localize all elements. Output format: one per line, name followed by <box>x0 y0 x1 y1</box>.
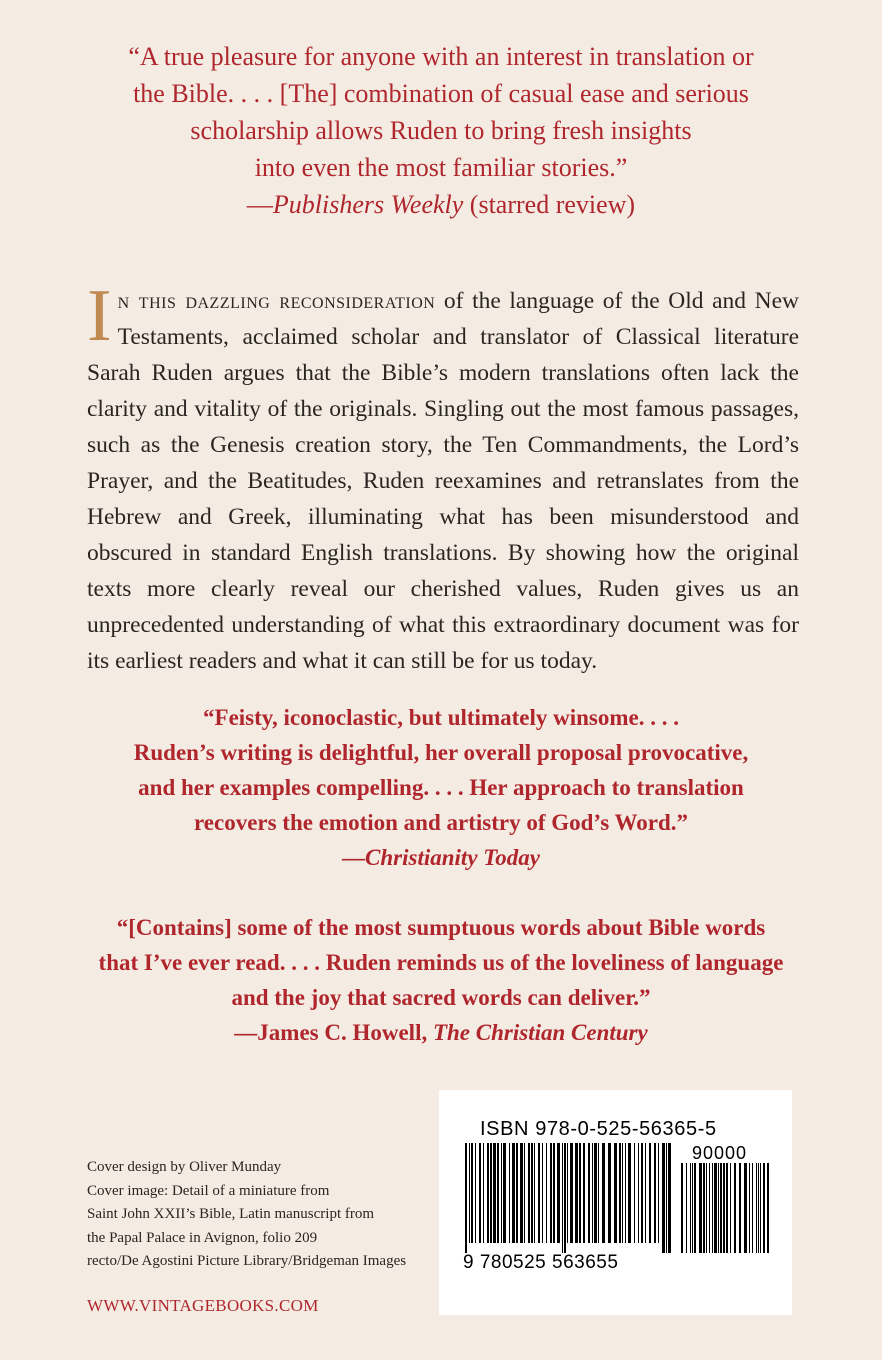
barcode-bar <box>534 1143 535 1243</box>
barcode-bar <box>739 1163 741 1253</box>
barcode-bar <box>465 1143 467 1253</box>
quote-attribution <box>60 1015 822 1050</box>
barcode-bar <box>528 1143 530 1243</box>
barcode-bar <box>744 1163 747 1253</box>
barcode-bar <box>734 1163 736 1253</box>
price-code: 90000 <box>692 1143 748 1163</box>
barcode-bar <box>760 1163 761 1253</box>
barcode-bar <box>666 1143 667 1253</box>
barcode-image <box>463 1143 773 1258</box>
barcode-bar <box>542 1143 543 1243</box>
barcode-bar <box>575 1143 578 1243</box>
attribution-note: (starred review) <box>463 190 636 219</box>
credit-line: the Papal Palace in Avignon, folio 209 <box>87 1229 318 1246</box>
quote-line: “Feisty, iconoclastic, but ultimately winsome. . . . <box>203 705 679 730</box>
credit-line: Cover image: Detail of a miniature from <box>87 1182 330 1199</box>
description-lead-in: n this dazzling reconsideration <box>117 288 436 314</box>
attribution-dash: — <box>342 845 366 870</box>
barcode-panel <box>439 1090 792 1315</box>
barcode-bar <box>570 1143 573 1243</box>
barcode-bar <box>756 1163 757 1253</box>
barcode-bar <box>490 1143 492 1243</box>
barcode-bar <box>694 1163 696 1253</box>
barcode-bar <box>692 1163 693 1253</box>
publication-name: The Christian Century <box>432 1020 648 1045</box>
credit-line: recto/De Agostini Picture Library/Bridgeman Images <box>87 1253 407 1269</box>
barcode-bar <box>579 1143 581 1243</box>
barcode-bar <box>703 1163 705 1253</box>
christianity-today-quote <box>60 700 822 875</box>
publication-name: Christianity Today <box>365 845 540 870</box>
barcode-bar <box>628 1143 631 1243</box>
quote-line: recovers the emotion and artistry of God’s Word.” <box>193 810 689 835</box>
barcode-bar <box>619 1143 621 1243</box>
barcode-bar <box>564 1143 566 1253</box>
publisher-website: WWW.VINTAGEBOOKS.COM <box>87 1296 319 1315</box>
christian-century-quote <box>60 910 822 1050</box>
barcode-bar <box>588 1143 590 1243</box>
barcode-bar <box>479 1143 481 1243</box>
barcode-bar <box>475 1143 476 1243</box>
quote-line: and her examples compelling. . . . Her approach to translation <box>138 775 744 800</box>
barcode-bar <box>553 1143 555 1243</box>
barcode-bar <box>641 1143 643 1243</box>
barcode-bar <box>720 1163 722 1253</box>
barcode-bar <box>471 1143 473 1243</box>
barcode-bar <box>658 1143 659 1243</box>
quote-line: “[Contains] some of the most sumptuous words about Bible words <box>116 915 766 940</box>
barcode-bar <box>638 1143 639 1243</box>
barcode-bar <box>706 1163 707 1253</box>
barcode-bar <box>546 1143 547 1243</box>
barcode-bar <box>668 1143 671 1253</box>
barcode-bar <box>758 1163 759 1253</box>
barcode-bar <box>538 1143 540 1243</box>
quote-attribution <box>60 186 822 223</box>
book-description <box>87 275 799 679</box>
quote-line: into even the most familiar stories.” <box>254 153 628 182</box>
barcode-bar <box>625 1143 626 1243</box>
barcode-bar <box>714 1163 717 1253</box>
barcode-bar <box>567 1143 568 1243</box>
barcode-bar <box>550 1143 552 1243</box>
barcode-bar <box>512 1143 515 1243</box>
barcode-bar <box>557 1143 560 1243</box>
barcode-bar <box>562 1143 563 1253</box>
barcode-bar <box>767 1163 769 1253</box>
credit-line: Saint John XXII’s Bible, Latin manuscript from <box>87 1206 375 1222</box>
barcode-bar <box>583 1143 585 1243</box>
cover-credits <box>87 1156 447 1274</box>
quote-line: Ruden’s writing is delightful, her overall proposal provocative, <box>133 740 749 765</box>
description-body: of the language of the Old and New Testaments, acclaimed scholar and translator of Classical literature Sarah Ruden argues that the Bible’s modern translations often lack the clarity and vitality of the originals. Singling out the most famous passages, such as the Genesis creation story, the Ten Commandments, the Lord’s Prayer, and the Beatitudes, Ruden reexamines and retranslates from the Hebrew and Greek, illuminating what has been misunderstood and obscured in standard English translations. By showing how the original texts more clearly reveal our cherished values, Ruden gives us an unprecedented understanding of what this extraordinary document was for its earliest readers and what it can still be for us today. <box>87 288 799 674</box>
barcode-bar <box>654 1143 656 1243</box>
barcode-bar <box>752 1163 753 1253</box>
barcode-bar <box>592 1143 593 1243</box>
barcode-bar <box>531 1143 533 1243</box>
barcode-bar <box>524 1143 525 1243</box>
barcode-bar <box>712 1163 713 1253</box>
barcode-bar <box>690 1163 691 1253</box>
quote-line: the Bible. . . . [The] combination of casual ease and serious <box>133 79 749 108</box>
barcode-bar <box>594 1143 597 1243</box>
isbn-label: ISBN 978-0-525-56365-5 <box>480 1118 717 1140</box>
barcode-bar <box>686 1163 687 1253</box>
barcode-bar <box>598 1143 599 1243</box>
barcode-bar <box>763 1163 765 1253</box>
publishers-weekly-quote <box>60 38 822 223</box>
attribution-dash: — <box>246 190 273 219</box>
barcode-bar <box>503 1143 506 1243</box>
barcode-bar <box>645 1143 646 1243</box>
barcode-bar <box>699 1163 702 1253</box>
publication-name: Publishers Weekly <box>272 190 464 219</box>
barcode-bar <box>483 1143 484 1243</box>
barcode-bar <box>493 1143 496 1243</box>
barcode-bar <box>622 1143 623 1243</box>
barcode-bar <box>649 1143 651 1243</box>
quote-line: “A true pleasure for anyone with an interest in translation or <box>128 42 754 71</box>
barcode-bar <box>749 1163 750 1253</box>
barcode-digits: 9 780525 563655 <box>463 1252 619 1273</box>
barcode-bar <box>608 1143 611 1243</box>
quote-line: that I’ve ever read. . . . Ruden reminds us of the loveliness of language <box>98 950 784 975</box>
barcode-bar <box>634 1143 635 1243</box>
barcode-bar <box>501 1143 502 1243</box>
drop-cap: I <box>87 275 112 357</box>
barcode-bar <box>516 1143 518 1243</box>
barcode-bar <box>681 1163 683 1253</box>
barcode-bar <box>509 1143 510 1243</box>
quote-line: and the joy that sacred words can deliver.” <box>231 985 651 1010</box>
barcode-bar <box>469 1143 470 1243</box>
barcode-bar <box>726 1163 728 1253</box>
attribution-author: —James C. Howell, <box>234 1020 433 1045</box>
quote-attribution <box>60 840 822 875</box>
barcode-bar <box>718 1163 719 1253</box>
barcode-bar <box>730 1163 731 1253</box>
barcode-bar <box>709 1163 710 1253</box>
barcode-bar <box>723 1163 725 1253</box>
credit-line: Cover design by Oliver Munday <box>87 1159 282 1175</box>
barcode-bar <box>602 1143 605 1243</box>
barcode-bar <box>520 1143 523 1243</box>
barcode-bar <box>487 1143 489 1243</box>
barcode-bar <box>497 1143 499 1243</box>
barcode-bar <box>662 1143 665 1253</box>
barcode-bar <box>614 1143 617 1243</box>
quote-line: scholarship allows Ruden to bring fresh insights <box>190 116 692 145</box>
